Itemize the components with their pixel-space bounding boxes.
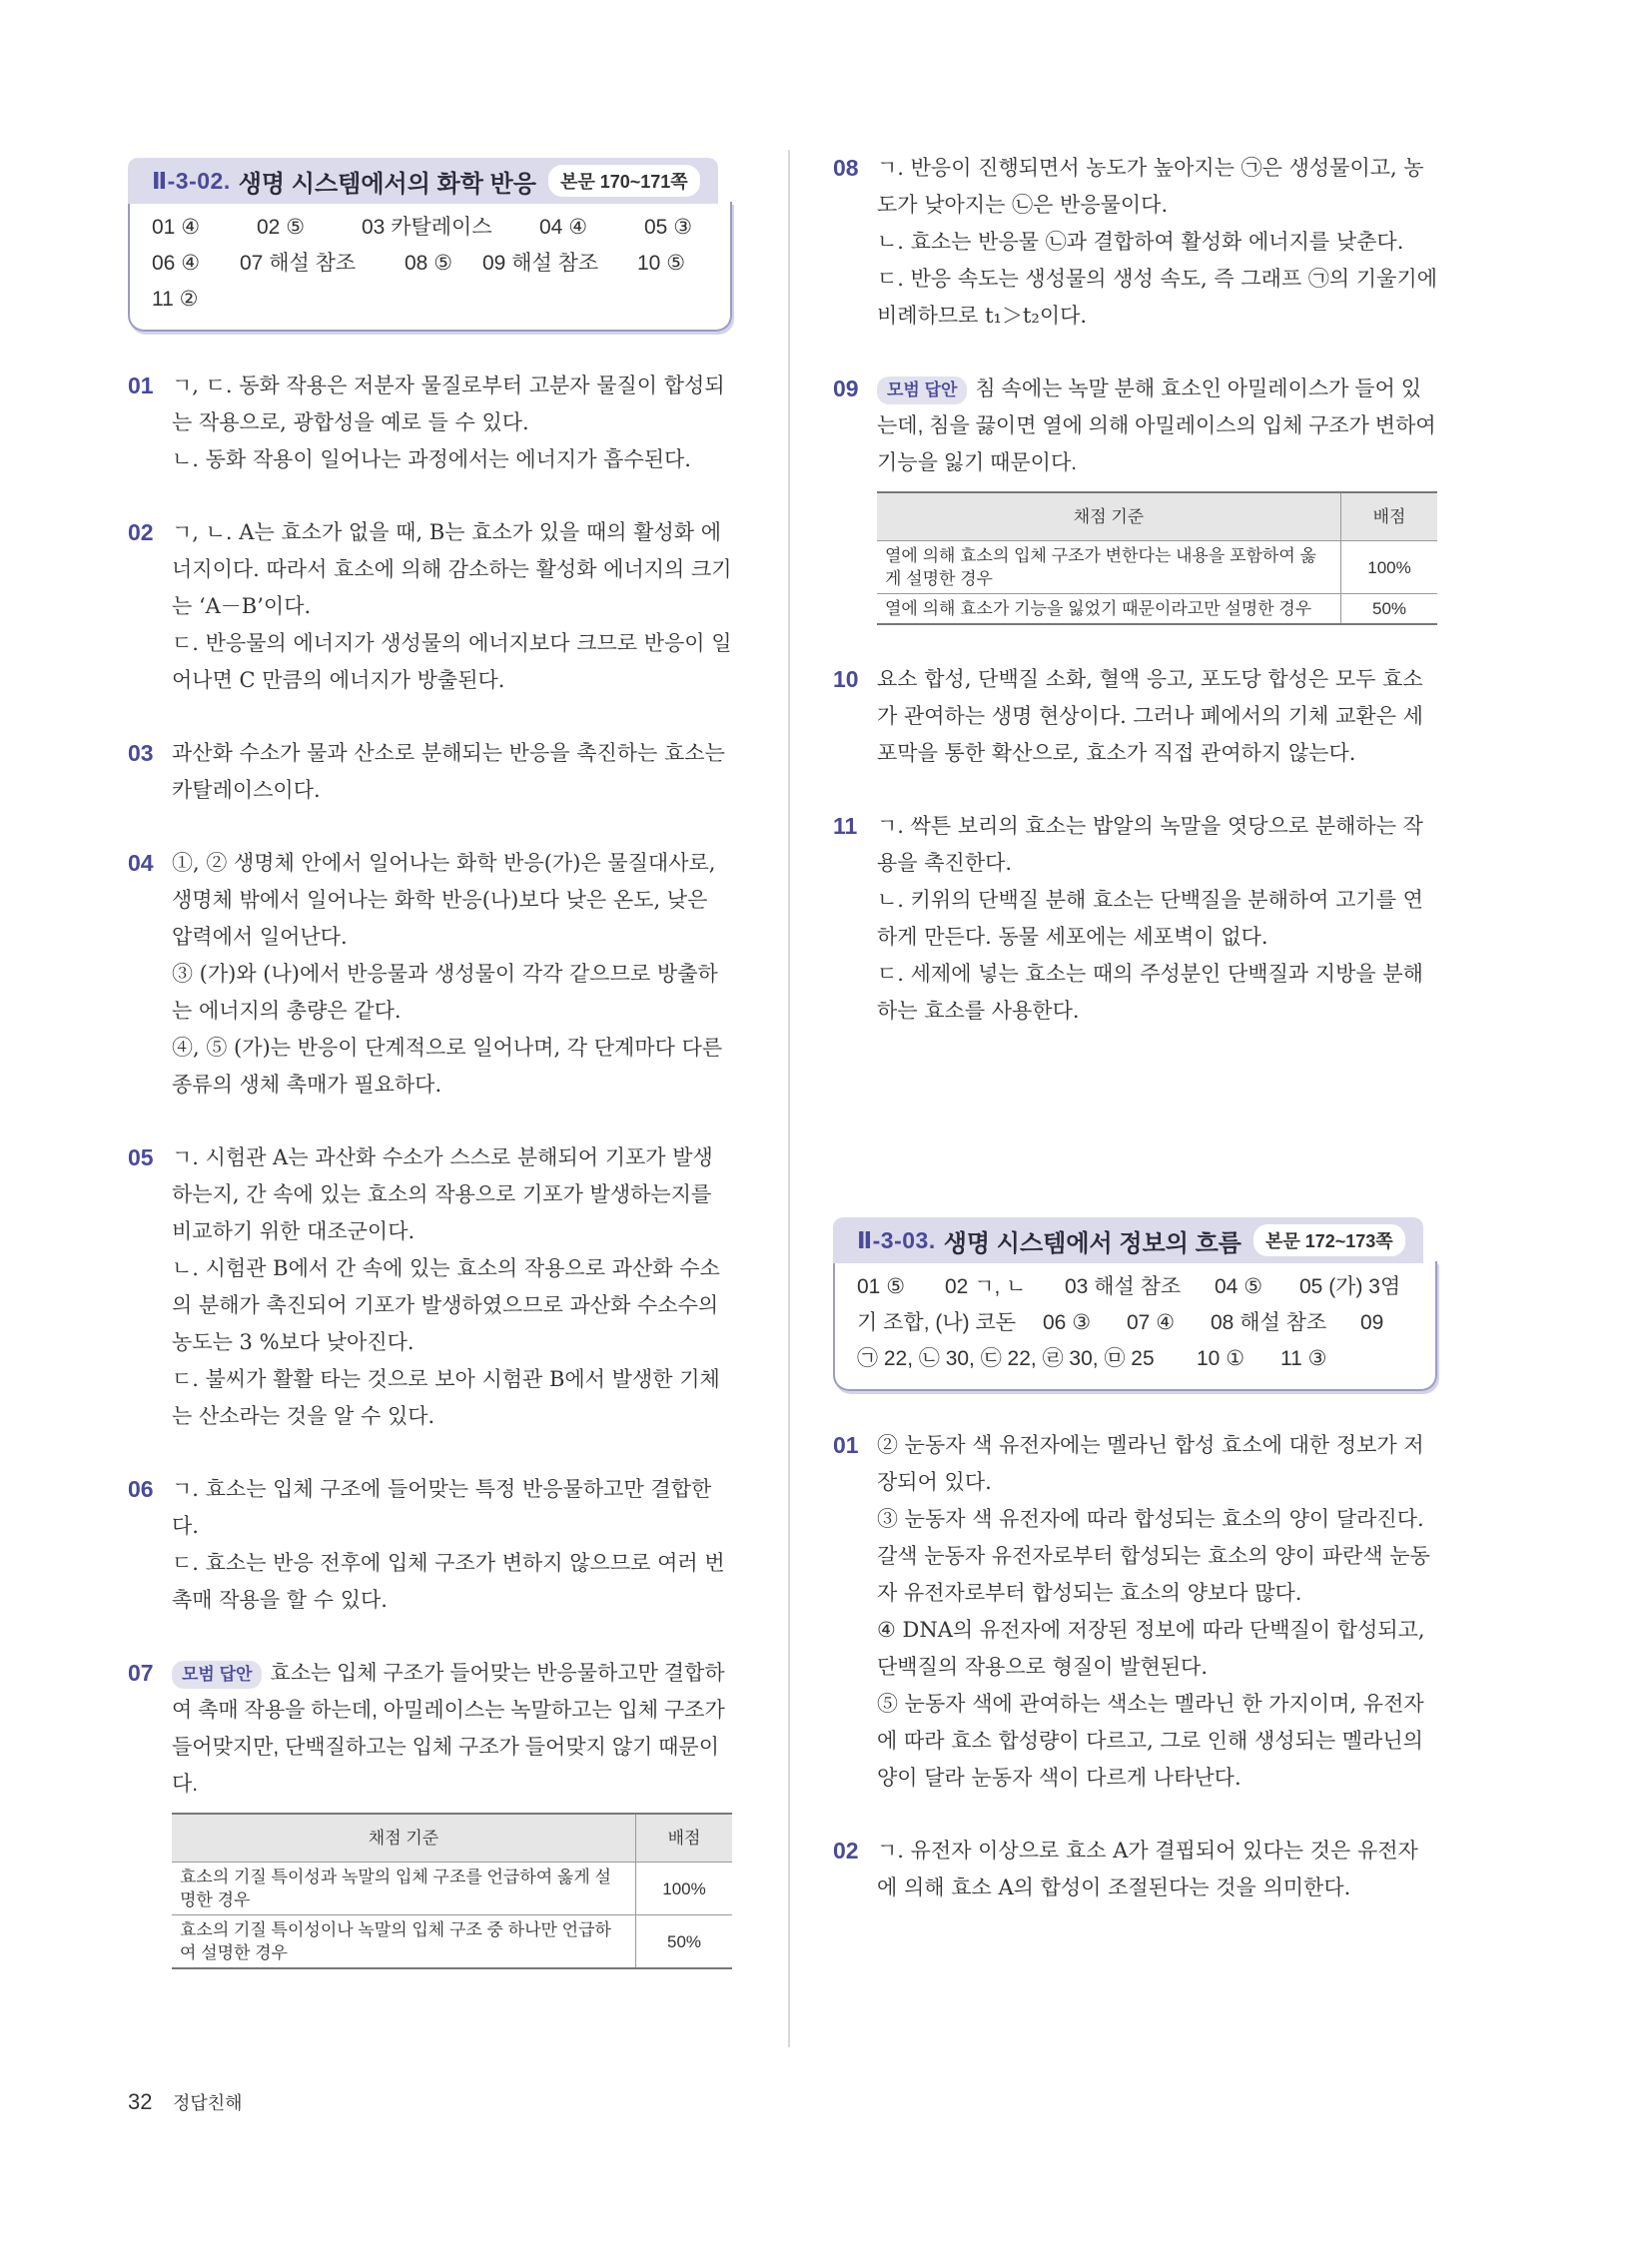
table-cell-criteria: 효소의 기질 특이성과 녹말의 입체 구조를 언급하여 옳게 설명한 경우 <box>172 1863 636 1915</box>
explanation-line: ㄷ. 반응물의 에너지가 생성물의 에너지보다 크므로 반응이 일어나면 C 만큼의 에너지가 방출된다. <box>172 631 732 692</box>
section-tab <box>833 1217 1423 1263</box>
table-row <box>877 541 1437 594</box>
question-number: 07 <box>128 1660 154 1686</box>
column-spacer <box>833 1030 1437 1209</box>
right-column <box>833 150 1437 1906</box>
model-answer <box>172 1655 732 1803</box>
section-page-ref: 본문 172~173쪽 <box>1253 1224 1405 1256</box>
answer-item: 05 ③ <box>644 216 693 239</box>
answer-item: 11 ③ <box>1280 1347 1327 1370</box>
explanation-line: 과산화 수소가 물과 산소로 분해되는 반응을 촉진하는 효소는 카탈레이스이다. <box>172 741 725 802</box>
answer-item: 09 <box>1360 1311 1384 1334</box>
answer-item: 11 ② <box>152 288 199 311</box>
explanation-line: ㄱ. 유전자 이상으로 효소 A가 결핍되어 있다는 것은 유전자에 의해 효소 A의 합성이 조절된다는 것을 의미한다. <box>877 1839 1418 1899</box>
answer-item: 08 해설 참조 <box>1211 1311 1327 1334</box>
question-number: 04 <box>128 850 154 876</box>
table-cell-criteria: 열에 의해 효소의 입체 구조가 변한다는 내용을 포함하여 옳게 설명한 경우 <box>877 541 1341 594</box>
answer-row <box>857 1305 1421 1341</box>
question-number: 08 <box>833 155 859 181</box>
table-cell-criteria: 효소의 기질 특이성이나 녹말의 입체 구조 중 하나만 언급하여 설명한 경우 <box>172 1915 636 1969</box>
question-01 <box>833 1427 1437 1797</box>
question-01 <box>128 368 732 478</box>
question-number: 01 <box>128 373 154 398</box>
question-explanation <box>172 1655 732 1969</box>
question-10 <box>833 661 1437 772</box>
explanation-line: ㄱ. 효소는 입체 구조에 들어맞는 특정 반응물하고만 결합한다. <box>172 1477 712 1538</box>
explanation-line: ③ (가)와 (나)에서 반응물과 생성물이 각각 같으므로 방출하는 에너지의 총량은 같다. <box>172 962 718 1023</box>
explanation-line: ㄴ. 동화 작용이 일어나는 과정에서는 에너지가 흡수된다. <box>172 447 691 471</box>
question-02 <box>833 1833 1437 1906</box>
explanation-line: ㄱ. 싹튼 보리의 효소는 밥알의 녹말을 엿당으로 분해하는 작용을 촉진한다. <box>877 814 1423 875</box>
question-explanation <box>172 1139 732 1435</box>
explanation-line: ㄴ. 키위의 단백질 분해 효소는 단백질을 분해하여 고기를 연하게 만든다. 동물 세포에는 세포벽이 없다. <box>877 888 1423 949</box>
answer-summary-box <box>833 1261 1437 1391</box>
table-header-points: 배점 <box>636 1814 733 1863</box>
section-title: 생명 시스템에서 정보의 흐름 <box>943 1229 1241 1257</box>
question-05 <box>128 1139 732 1435</box>
question-number: 02 <box>833 1838 859 1864</box>
question-06 <box>128 1471 732 1619</box>
scoring-table <box>172 1813 732 1969</box>
question-explanation <box>877 1427 1437 1797</box>
answer-item: 02 ㄱ, ㄴ <box>945 1275 1027 1298</box>
page-number: 32 <box>128 2089 153 2114</box>
section-code: Ⅱ-3-02. <box>152 167 231 194</box>
answer-item: 05 (가) 3염 <box>1299 1275 1401 1298</box>
answer-item: 01 ⑤ <box>857 1275 906 1298</box>
answer-item: ㉠ 22, ㉡ 30, ㉢ 22, ㉣ 30, ㉤ 25 <box>857 1347 1155 1370</box>
question-08 <box>833 150 1437 335</box>
answer-item: 04 ⑤ <box>1215 1275 1263 1298</box>
question-03 <box>128 735 732 809</box>
explanation-line: ㄷ. 세제에 넣는 효소는 때의 주성분인 단백질과 지방을 분해하는 효소를 사용한다. <box>877 962 1423 1023</box>
question-explanation <box>877 661 1437 772</box>
question-number: 09 <box>833 375 859 401</box>
page-footer <box>128 2089 243 2115</box>
answer-item: 07 ④ <box>1127 1311 1176 1334</box>
section-page-ref: 본문 170~171쪽 <box>548 165 700 197</box>
table-header-row <box>172 1814 732 1863</box>
answer-item: 06 ③ <box>1043 1311 1092 1334</box>
answer-row <box>152 282 716 318</box>
question-explanation <box>877 150 1437 335</box>
table-cell-points: 50% <box>636 1915 733 1969</box>
footer-label: 정답친해 <box>172 2093 243 2113</box>
answer-item: 01 ④ <box>152 216 201 239</box>
table-header-criteria: 채점 기준 <box>877 492 1341 541</box>
answer-item: 04 ④ <box>539 216 588 239</box>
explanation-line: ①, ② 생명체 안에서 일어나는 화학 반응(가)은 물질대사로, 생명체 밖에서 일어나는 화학 반응(나)보다 낮은 온도, 낮은 압력에서 일어난다. <box>172 851 716 949</box>
section-title: 생명 시스템에서의 화학 반응 <box>238 170 536 198</box>
answer-item: 03 카탈레이스 <box>362 216 492 239</box>
question-02 <box>128 514 732 699</box>
question-explanation <box>877 371 1437 625</box>
question-number: 03 <box>128 740 154 766</box>
answer-item: 10 ① <box>1197 1347 1245 1370</box>
model-answer-text: 효소는 입체 구조가 들어맞는 반응물하고만 결합하여 촉매 작용을 하는데, 아밀레이스는 녹말하고는 입체 구조가 들어맞지만, 단백질하고는 입체 구조가 들어맞지 않기 때문이다. <box>172 1662 725 1796</box>
table-row <box>172 1915 732 1969</box>
explanation-line: ㄱ, ㄴ. A는 효소가 없을 때, B는 효소가 있을 때의 활성화 에너지이다. 따라서 효소에 의해 감소하는 활성화 에너지의 크기는 ‘A－B’이다. <box>172 520 732 618</box>
explanation-line: ㄱ. 시험관 A는 과산화 수소가 스스로 분해되어 기포가 발생하는지, 간 속에 있는 효소의 작용으로 기포가 발생하는지를 비교하기 위한 대조군이다. <box>172 1145 713 1243</box>
explanation-line: ㄷ. 반응 속도는 생성물의 생성 속도, 즉 그래프 ㉠의 기울기에 비례하므로 t₁＞t₂이다. <box>877 267 1438 328</box>
explanation-line: ㄷ. 불씨가 활활 타는 것으로 보아 시험관 B에서 발생한 기체는 산소라는 것을 알 수 있다. <box>172 1367 720 1428</box>
question-number: 01 <box>833 1432 859 1458</box>
table-row <box>877 594 1437 625</box>
answer-item: 10 ⑤ <box>637 252 686 275</box>
question-11 <box>833 808 1437 1030</box>
model-answer <box>877 371 1437 481</box>
question-number: 10 <box>833 666 859 692</box>
explanation-line: ㄱ. 반응이 진행되면서 농도가 높아지는 ㉠은 생성물이고, 농도가 낮아지는 ㉡은 반응물이다. <box>877 156 1424 217</box>
scoring-table <box>877 491 1437 625</box>
answer-item: 02 ⑤ <box>257 216 306 239</box>
explanation-line: ㄱ, ㄷ. 동화 작용은 저분자 물질로부터 고분자 물질이 합성되는 작용으로, 광합성을 예로 들 수 있다. <box>172 374 725 434</box>
explanation-line: ② 눈동자 색 유전자에는 멜라닌 합성 효소에 대한 정보가 저장되어 있다. <box>877 1433 1424 1494</box>
explanation-line: ④, ⑤ (가)는 반응이 단계적으로 일어나며, 각 단계마다 다른 종류의 생체 촉매가 필요하다. <box>172 1036 723 1097</box>
answer-item: 기 조합, (나) 코돈 <box>857 1311 1017 1334</box>
question-explanation <box>172 845 732 1104</box>
question-number: 02 <box>128 519 154 545</box>
table-cell-criteria: 열에 의해 효소가 기능을 잃었기 때문이라고만 설명한 경우 <box>877 594 1341 625</box>
question-explanation <box>172 1471 732 1619</box>
question-number: 11 <box>833 813 858 839</box>
explanation-line: ③ 눈동자 색 유전자에 따라 합성되는 효소의 양이 달라진다. 갈색 눈동자 유전자로부터 합성되는 효소의 양이 파란색 눈동자 유전자로부터 합성되는 효소의 양보다 많다. <box>877 1507 1430 1605</box>
table-cell-points: 100% <box>636 1863 733 1915</box>
model-answer-tag: 모범 답안 <box>877 376 967 404</box>
table-header-criteria: 채점 기준 <box>172 1814 636 1863</box>
question-07 <box>128 1655 732 1969</box>
explanation-line: ㄴ. 시험관 B에서 간 속에 있는 효소의 작용으로 과산화 수소의 분해가 촉진되어 기포가 발생하였으므로 과산화 수소수의 농도는 3 %보다 낮아진다. <box>172 1256 720 1354</box>
explanation-line: ④ DNA의 유전자에 저장된 정보에 따라 단백질이 합성되고, 단백질의 작용으로 형질이 발현된다. <box>877 1618 1425 1679</box>
question-explanation <box>172 368 732 478</box>
answer-item: 03 해설 참조 <box>1065 1275 1182 1298</box>
model-answer-tag: 모범 답안 <box>172 1661 262 1689</box>
explanation-line: ㄴ. 효소는 반응물 ㉡과 결합하여 활성화 에너지를 낮춘다. <box>877 230 1404 254</box>
model-answer-text: 침 속에는 녹말 분해 효소인 아밀레이스가 들어 있는데, 침을 끓이면 열에 의해 아밀레이스의 입체 구조가 변하여 기능을 잃기 때문이다. <box>877 377 1436 474</box>
section-tab <box>128 158 718 204</box>
question-09 <box>833 371 1437 625</box>
answer-item: 08 ⑤ <box>405 252 453 275</box>
question-explanation <box>172 735 732 809</box>
table-header-points: 배점 <box>1341 492 1438 541</box>
table-row <box>172 1863 732 1915</box>
table-cell-points: 50% <box>1341 594 1438 625</box>
answer-summary-box <box>128 202 732 332</box>
explanation-line: 요소 합성, 단백질 소화, 혈액 응고, 포도당 합성은 모두 효소가 관여하는 생명 현상이다. 그러나 폐에서의 기체 교환은 세포막을 통한 확산으로, 효소가 직접 관여하지 않는다. <box>877 667 1423 765</box>
question-explanation <box>877 808 1437 1030</box>
table-header-row <box>877 492 1437 541</box>
answer-row <box>152 246 716 282</box>
section-header <box>833 1209 1437 1261</box>
left-column <box>128 150 732 1969</box>
table-cell-points: 100% <box>1341 541 1438 594</box>
section-header <box>128 150 732 202</box>
question-number: 06 <box>128 1476 154 1502</box>
answer-item: 09 해설 참조 <box>482 252 599 275</box>
explanation-line: ㄷ. 효소는 반응 전후에 입체 구조가 변하지 않으므로 여러 번 촉매 작용을 할 수 있다. <box>172 1551 725 1612</box>
answer-row <box>857 1269 1421 1305</box>
answer-item: 06 ④ <box>152 252 201 275</box>
answer-row <box>152 210 716 246</box>
answer-row <box>857 1341 1421 1377</box>
column-divider <box>788 150 790 2047</box>
question-number: 05 <box>128 1144 154 1170</box>
explanation-line: ⑤ 눈동자 색에 관여하는 색소는 멜라닌 한 가지이며, 유전자에 따라 효소 합성량이 다르고, 그로 인해 생성되는 멜라닌의 양이 달라 눈동자 색이 다르게 나타난다. <box>877 1692 1424 1790</box>
question-04 <box>128 845 732 1104</box>
section-code: Ⅱ-3-03. <box>857 1226 936 1253</box>
question-explanation <box>877 1833 1437 1906</box>
answer-item: 07 해설 참조 <box>240 252 357 275</box>
question-explanation <box>172 514 732 699</box>
